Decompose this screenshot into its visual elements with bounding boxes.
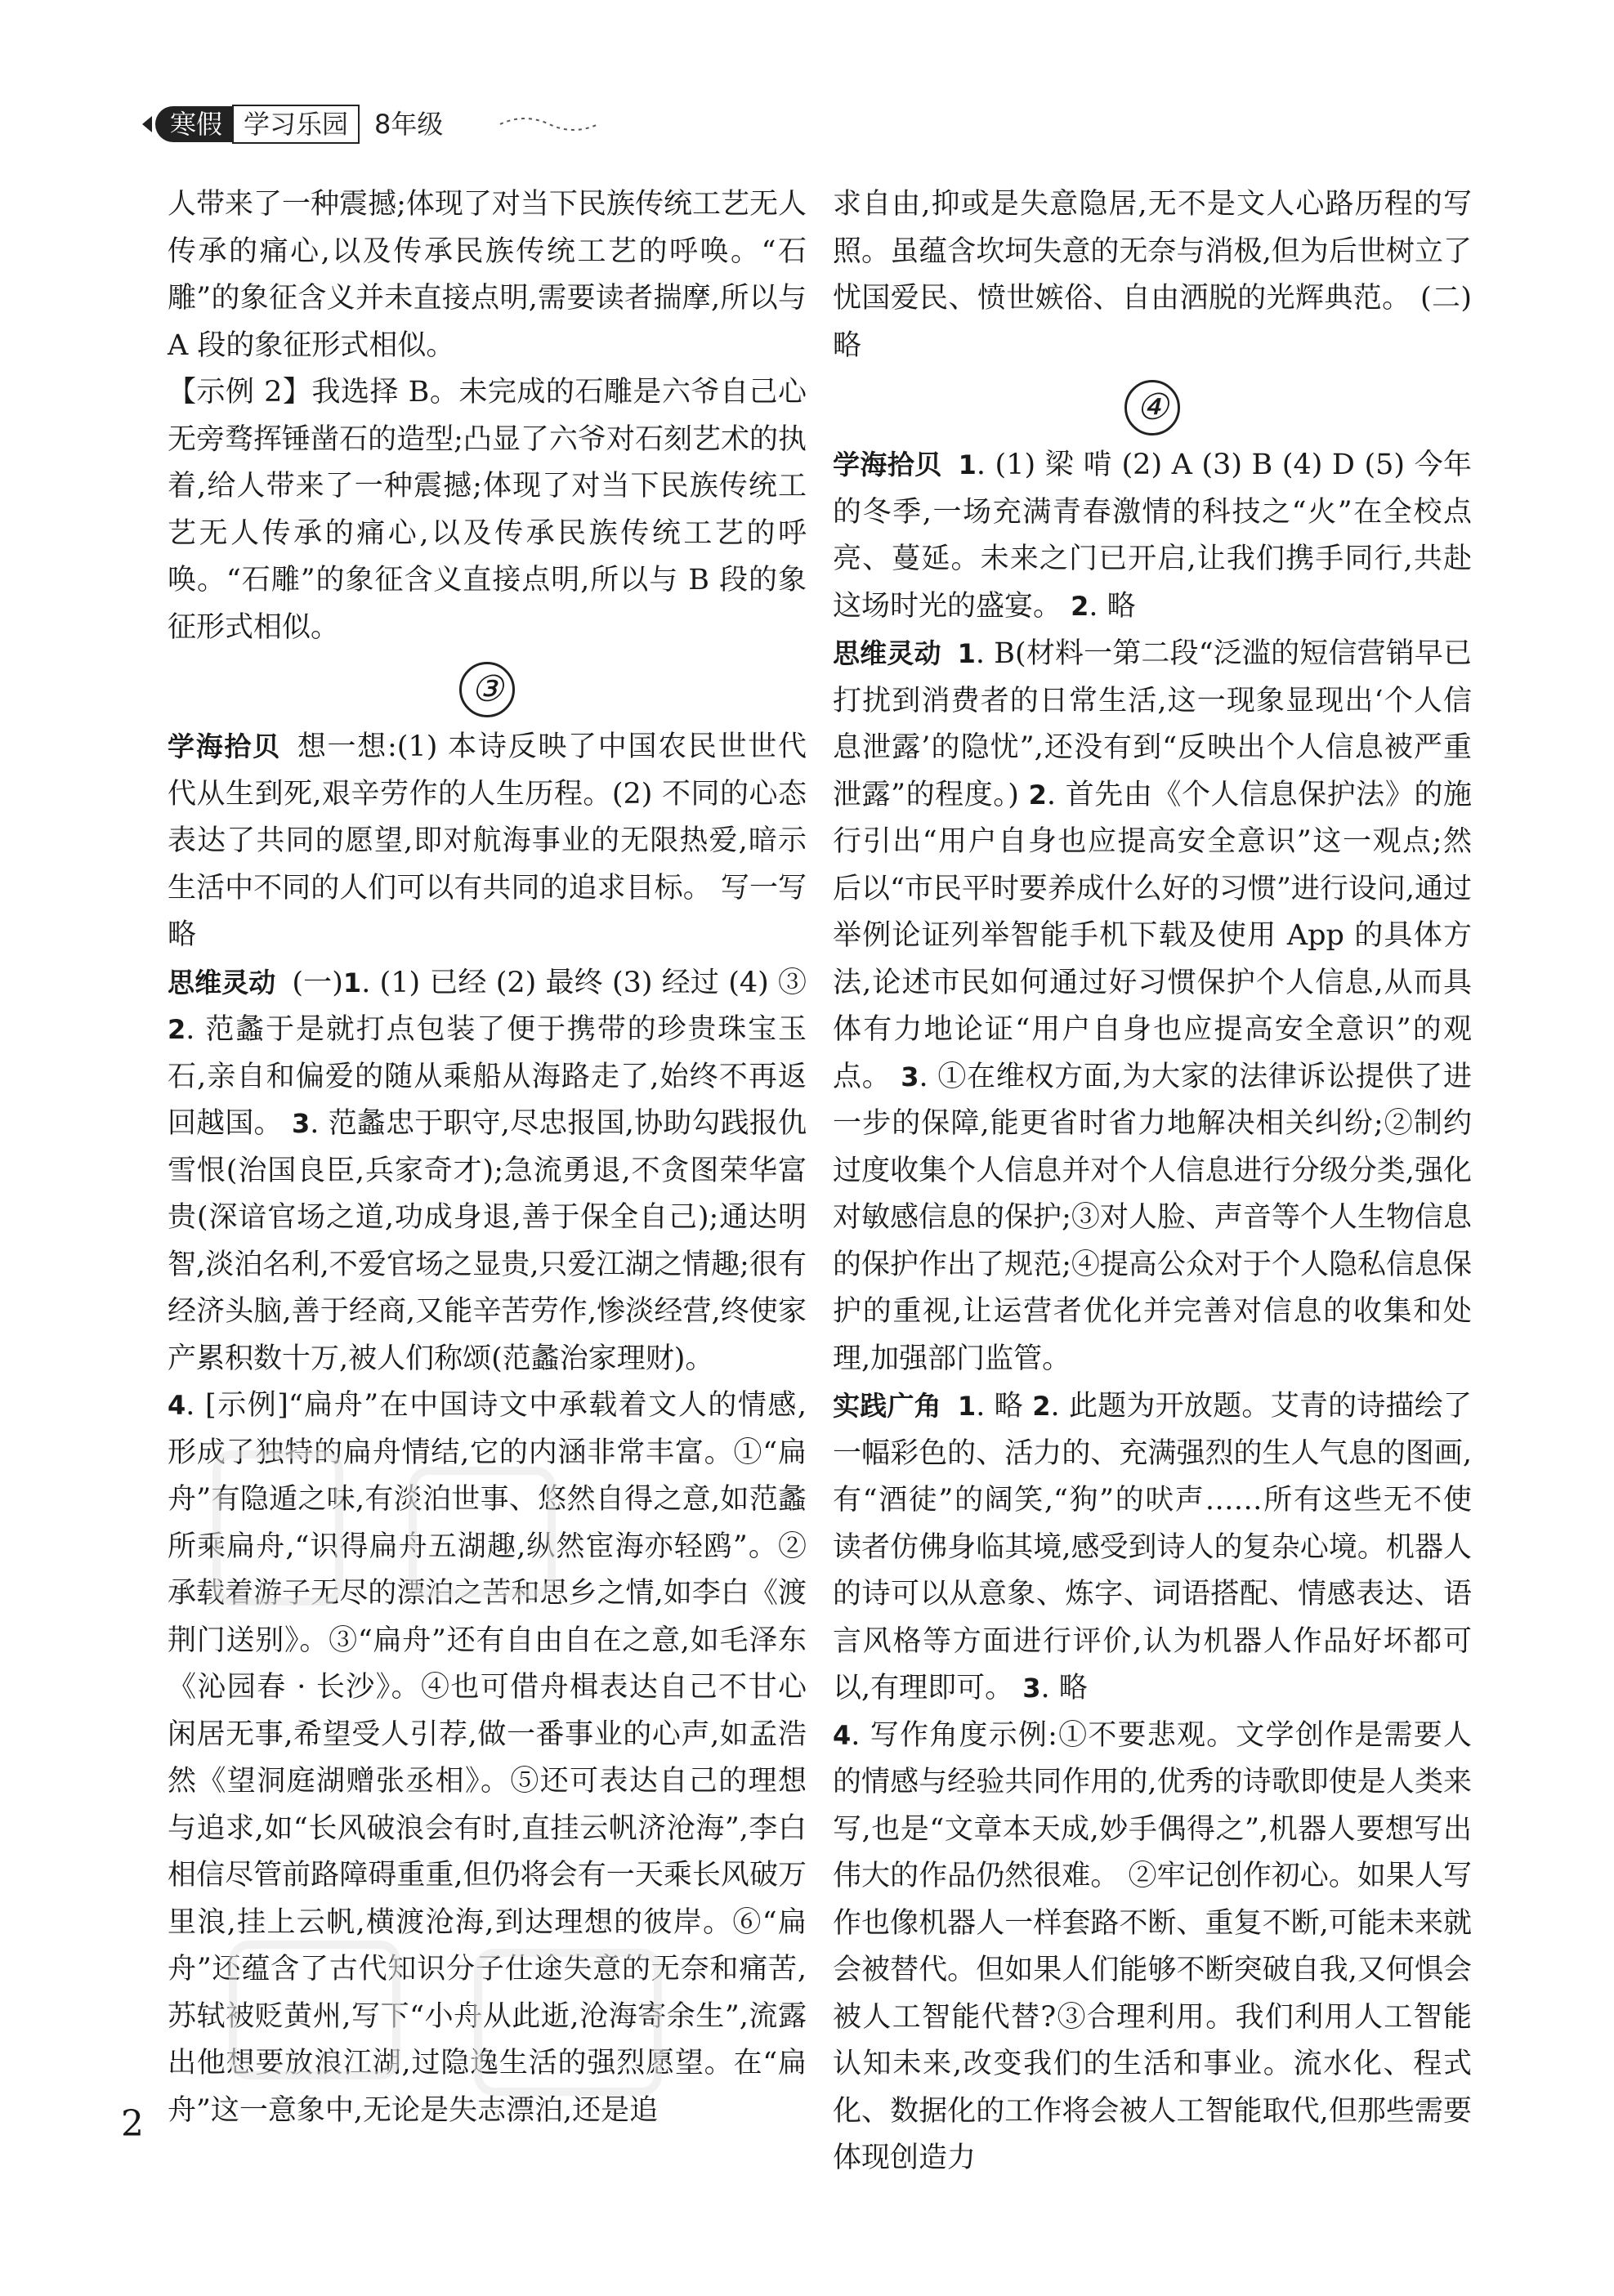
item-number: 3 [901,1061,919,1092]
item-text: . ①在维权方面,为大家的法律诉讼提供了进一步的保障,能更省时省力地解决相关纠纷;②制约过度收集个人信息并对个人信息进行分级分类,强化对敏感信息的保护;③对人脸、声音等个人生物信息的保护作出了规范;④提高公众对于个人隐私信息保护的重视,让运营者优化并完善对信息的收集和处理,加强部门监管。 [833,1060,1472,1375]
item-text: . B(材料一第二段“泛滥的短信营销早已打扰到消费者的日常生活,这一现象显现出‘个人信息泄露’的隐忧”,还没有到“反映出个人信息被严重泄露”的程度。) [833,637,1473,811]
section-number-circle: ③ [459,662,515,717]
page-header [155,105,453,144]
section-label: 实践广角 [833,1390,941,1422]
left-section-siwei [168,959,807,1383]
item-text: . 范蠡忠于职守,尽忠报国,协助勾践报仇雪恨(治国良臣,兵家奇才);急流勇退,不贪图荣华富贵(深谙官场之道,功成身退,善于保全自己);通达明智,淡泊名利,不爱官场之显贵,只爱江湖之情趣;很有经济头脑,善于经商,又能辛苦劳作,惨淡经营,终使家产累积数十万,被人们称颂(范蠡治家理财)。 [168,1107,807,1375]
left-column [168,181,807,2134]
item-text: . 首先由《个人信息保护法》的施行引出“用户自身也应提高安全意识”这一观点;然后以“市民平时要养成什么好的习惯”进行设问,通过举例论证列举智能手机下载及使用 App 的具体方法,论述市民如何通过好习惯保护个人信息,从而具体有力地论证“用户自身也应提高安全意识”的观点。 [833,778,1472,1093]
right-paragraph-1: 求自由,抑或是失意隐居,无不是文人心路历程的写照。虽蕴含坎坷失意的无奈与消极,但为后世树立了忧国爱民、愤世嫉俗、自由洒脱的光辉典范。 (二)略 [833,188,1472,362]
item-text: . (1) 已经 (2) 最终 (3) 经过 (4) ③ [361,966,807,999]
item-number: 3 [292,1108,311,1139]
item-number: 1 [342,967,362,998]
left-paragraph-1: 人带来了一种震撼;体现了对当下民族传统工艺无人传承的痛心,以及传承民族传统工艺的呼唤。“石雕”的象征含义并未直接点明,需要读者揣摩,所以与 A 段的象征形式相似。 [168,188,807,362]
section-3-marker [168,658,807,721]
item-number: 1 [957,638,976,669]
item-text: . 略 [1089,589,1136,623]
right-section-siwei [833,630,1472,1383]
item-text: . [示例]“扁舟”在中国诗文中承载着文人的情感,形成了独特的扁舟情结,它的内涵非常丰富。①“扁舟”有隐遁之味,有淡泊世事、悠然自得之意,如范蠡所乘扁舟,“识得扁舟五湖趣,纵然宦海亦轻鸥”。②承载着游子无尽的漂泊之苦和思乡之情,如李白《渡荆门送别》。③“扁舟”还有自由自在之意,如毛泽东《沁园春 · 长沙》。④也可借舟楫表达自己不甘心闲居无事,希望受人引荐,做一番事业的心声,如孟浩然《望洞庭湖赠张丞相》。⑤还可表达自己的理想与追求,如“长风破浪会有时,直挂云帆济沧海”,李白相信尽管前路障碍重重,但仍将会有一天乘长风破万里浪,挂上云帆,横渡沧海,到达理想的彼岸。⑥“扁舟”还蕴含了古代知识分子仕途失意的无奈和痛苦,苏轼被贬黄州,写下“小舟从此逝,沧海寄余生”,流露出他想要放浪江湖,过隐逸生活的强烈愿望。在“扁舟”这一意象中,无论是失志漂泊,还是追 [168,1389,807,2127]
section-label: 学海拾贝 [833,449,942,480]
left-item-4 [168,1383,807,2134]
part-marker: (一) [292,966,343,999]
item-number: 2 [1071,590,1089,622]
item-text: . 略 [976,1390,1033,1423]
section-number-circle: ④ [1124,380,1180,436]
item-number: 1 [958,449,977,480]
header-grade: 8年级 [374,109,444,140]
left-paragraph-example-2: 【示例 2】我选择 B。未完成的石雕是六爷自己心无旁骛挥锤凿石的造型;凸显了六爷对石刻艺术的执着,给人带来了一种震撼;体现了对当下民族传统工艺无人传承的痛心,以及传承民族传统工艺的呼唤。“石雕”的象征含义直接点明,所以与 B 段的象征形式相似。 [168,376,807,644]
item-number: 2 [1032,1391,1051,1422]
item-number: 2 [1028,779,1047,811]
header-tag-winter-break: 寒假 [155,106,232,142]
header-tag-study-garden: 学习乐园 [232,105,360,144]
section-text: 想一想:(1) 本诗反映了中国农民世世代代从生到死,艰辛劳作的人生历程。(2) 不同的心态表达了共同的愿望,即对航海事业的无限热爱,暗示生活中不同的人们可以有共同的追求目标。 写一写略 [168,730,807,951]
section-label: 学海拾贝 [168,730,281,762]
right-column [833,181,1472,2182]
section-4-marker [833,376,1472,440]
item-number: 1 [957,1391,977,1422]
left-section-xuehai [168,723,807,959]
item-text: . 此题为开放题。艾青的诗描绘了一幅彩色的、活力的、充满强烈的生人气息的图画,有“酒徒”的阔笑,“狗”的吠声……所有这些无不使读者仿佛身临其境,感受到诗人的复杂心境。机器人的诗可以从意象、炼字、词语搭配、情感表达、语言风格等方面进行评价,认为机器人作品好坏都可以,有理即可。 [833,1390,1472,1704]
item-number: 2 [168,1014,186,1045]
item-text: . 范蠡于是就打点包装了便于携带的珍贵珠宝玉石,亲自和偏爱的随从乘船从海路走了,始终不再返回越国。 [168,1013,807,1140]
section-label: 思维灵动 [168,966,276,998]
page-number: 2 [121,2103,144,2145]
item-number: 3 [1022,1673,1041,1704]
item-number: 4 [833,1719,852,1751]
right-item-4 [833,1713,1472,2182]
section-label: 思维灵动 [833,637,941,669]
item-number: 4 [168,1390,186,1421]
right-section-shijian [833,1383,1472,1713]
item-text: . (1) 梁 啃 (2) A (3) B (4) D (5) 今年的冬季,一场充满青春激情的科技之“火”在全校点亮、蔓延。未来之门已开启,让我们携手同行,共赴这场时光的盛宴。 [833,449,1473,623]
right-section-xuehai [833,441,1472,630]
item-text: . 写作角度示例:①不要悲观。文学创作是需要人的情感与经验共同作用的,优秀的诗歌即使是人类来写,也是“文章本天成,妙手偶得之”,机器人要想写出伟大的作品仍然很难。 ②牢记创作初心。如果人写作也像机器人一样套路不断、重复不断,可能未来就会被替代。但如果人们能够不断突破自我,又何惧会被人工智能代替?③合理利用。我们利用人工智能认知未来,改变我们的生活和事业。流水化、程式化、数据化的工作将会被人工智能取代,但那些需要体现创造力 [833,1718,1472,2174]
item-text: . 略 [1040,1672,1088,1704]
